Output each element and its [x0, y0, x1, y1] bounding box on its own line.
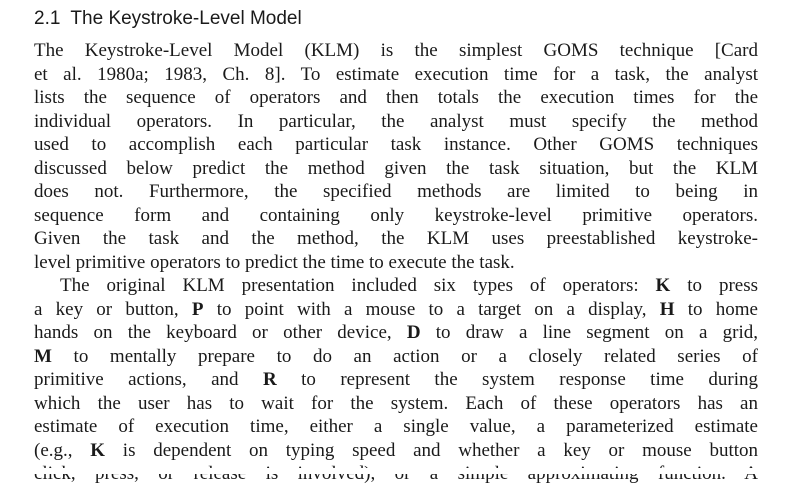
text-run: to press [670, 275, 759, 296]
operator-p: P [191, 298, 204, 320]
text-line: which the user has to wait for the system. Each of these operators has an [34, 392, 758, 414]
text-run: The original KLM presentation included six types of operators: [60, 275, 656, 296]
text-line: used to accomplish each particular task instance. Other GOMS techniques [34, 134, 758, 155]
text-line: sequence form and containing only keystroke-level primitive operators. [34, 204, 758, 226]
operator-h: H [659, 298, 675, 320]
text-line: et al. 1980a; 1983, Ch. 8]. To estimate execution time for a task, the analyst [34, 63, 758, 85]
text-line: discussed below predict the method given the task situation, but the KLM [34, 157, 758, 179]
text-run: to represent the system response time during [276, 369, 758, 390]
text-line [34, 298, 758, 322]
operator-k: K [90, 439, 106, 461]
text-run: a key or button, [34, 298, 192, 320]
text-line [34, 439, 758, 463]
text-line [34, 368, 758, 392]
operator-d: D [406, 322, 421, 343]
text-run: primitive actions, and [34, 369, 263, 390]
text-line: The Keystroke-Level Model (KLM) is the simplest GOMS technique [Card [34, 40, 758, 61]
text-line: lists the sequence of operators and then totals the execution times for the [34, 87, 758, 108]
text-run: to home [674, 298, 758, 320]
text-line: individual operators. In particular, the analyst must specify the method [34, 110, 758, 132]
text-run: hands on the keyboard or other device, [34, 322, 407, 343]
text-run: to point with a mouse to a target on a display, [203, 298, 660, 320]
text-run: is dependent on typing speed and whether a key or mouse button [105, 439, 758, 461]
section-number: 2.1 [34, 8, 61, 29]
section-heading [34, 8, 302, 30]
text-line [34, 274, 758, 298]
operator-r: R [262, 369, 277, 390]
paragraph-klm-intro [34, 39, 758, 274]
text-line [34, 321, 758, 345]
paragraph-operators [34, 274, 758, 486]
text-line: level primitive operators to predict the time to execute the task. [34, 251, 515, 273]
page-crop-edge [0, 468, 800, 474]
operator-k: K [655, 275, 671, 296]
text-run: to draw a line segment on a grid, [420, 322, 758, 343]
text-line: Given the task and the method, the KLM uses preestablished keystroke- [34, 228, 758, 249]
section-title: The Keystroke-Level Model [70, 8, 302, 29]
text-line: estimate of execution time, either a single value, a parameterized estimate [34, 416, 758, 437]
text-line [34, 345, 758, 369]
operator-m: M [34, 345, 52, 367]
text-line: does not. Furthermore, the specified methods are limited to being in [34, 181, 758, 202]
text-run: (e.g., [34, 439, 91, 461]
text-run: to mentally prepare to do an action or a closely related series of [51, 345, 758, 367]
